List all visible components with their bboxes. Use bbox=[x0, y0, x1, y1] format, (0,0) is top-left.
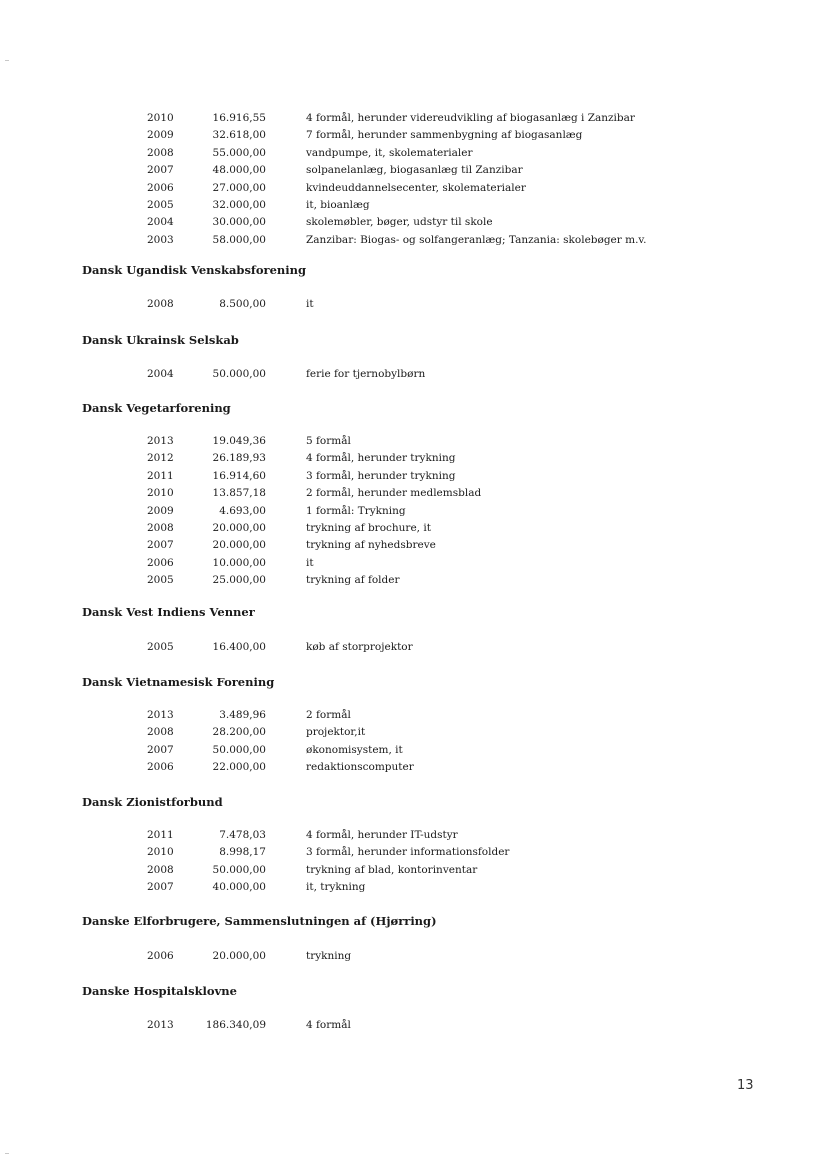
grant-purpose: skolemøbler, bøger, udstyr til skole bbox=[306, 216, 493, 229]
grant-row bbox=[0, 197, 825, 214]
grant-purpose: 3 formål, herunder informationsfolder bbox=[306, 846, 510, 859]
grant-row bbox=[0, 232, 825, 249]
grant-year: 2005 bbox=[147, 574, 174, 587]
grant-purpose: it bbox=[306, 556, 314, 569]
grant-purpose: 4 formål, herunder IT-udstyr bbox=[306, 829, 458, 841]
grant-purpose: kvindeuddannelsecenter, skolematerialer bbox=[306, 181, 526, 194]
grant-purpose: trykning af folder bbox=[306, 574, 400, 587]
grant-year: 2008 bbox=[147, 726, 174, 739]
grant-purpose: ferie for tjernobylbørn bbox=[306, 368, 426, 380]
grant-amount: 16.400,00 bbox=[212, 641, 266, 653]
grant-year: 2010 bbox=[147, 487, 174, 500]
grant-purpose: projektor,it bbox=[306, 726, 366, 739]
grant-row bbox=[0, 639, 825, 656]
grant-row bbox=[0, 844, 825, 861]
grant-amount: 3.489,96 bbox=[219, 709, 266, 721]
grant-amount: 50.000,00 bbox=[212, 743, 266, 756]
grant-amount: 27.000,00 bbox=[212, 181, 266, 194]
grant-purpose: 4 formål bbox=[306, 1019, 351, 1031]
grant-amount: 50.000,00 bbox=[212, 863, 266, 876]
grant-row bbox=[0, 1017, 825, 1034]
grant-purpose: redaktionscomputer bbox=[306, 761, 414, 774]
grant-year: 2010 bbox=[147, 112, 174, 124]
grant-purpose: it, trykning bbox=[306, 881, 366, 894]
grant-purpose: it, bioanlæg bbox=[306, 199, 370, 211]
grant-purpose: trykning af brochure, it bbox=[306, 522, 431, 534]
grant-year: 2006 bbox=[147, 761, 174, 774]
grant-amount: 16.914,60 bbox=[212, 469, 266, 482]
grant-row bbox=[0, 503, 825, 520]
grant-year: 2012 bbox=[147, 452, 174, 465]
grant-amount: 20.000,00 bbox=[212, 522, 266, 534]
grant-year: 2013 bbox=[147, 709, 174, 721]
grant-amount: 32.000,00 bbox=[212, 199, 266, 211]
grant-row bbox=[0, 537, 825, 554]
grant-year: 2009 bbox=[147, 129, 174, 142]
grant-purpose: 2 formål bbox=[306, 709, 351, 721]
grant-purpose: trykning af blad, kontorinventar bbox=[306, 863, 478, 876]
scan-margin-mark bbox=[5, 1153, 9, 1154]
grant-year: 2013 bbox=[147, 1019, 174, 1031]
grant-amount: 8.998,17 bbox=[219, 846, 266, 859]
grant-amount: 13.857,18 bbox=[212, 487, 266, 500]
grant-year: 2007 bbox=[147, 539, 174, 552]
grant-year: 2008 bbox=[147, 522, 174, 534]
grant-row bbox=[0, 296, 825, 313]
grant-amount: 22.000,00 bbox=[212, 761, 266, 774]
grant-year: 2008 bbox=[147, 298, 174, 310]
grant-amount: 55.000,00 bbox=[212, 146, 266, 159]
organization-heading: Dansk Ukrainsk Selskab bbox=[82, 333, 239, 347]
grant-purpose: it bbox=[306, 298, 314, 310]
grant-year: 2006 bbox=[147, 181, 174, 194]
grant-purpose: 4 formål, herunder videreudvikling af biogasanlæg i Zanzibar bbox=[306, 112, 635, 124]
grant-row bbox=[0, 555, 825, 572]
grant-row bbox=[0, 214, 825, 231]
grant-row bbox=[0, 110, 825, 127]
grant-row bbox=[0, 433, 825, 450]
grant-row bbox=[0, 707, 825, 724]
grant-purpose: 2 formål, herunder medlemsblad bbox=[306, 487, 482, 500]
grant-row bbox=[0, 742, 825, 759]
grant-purpose: køb af storprojektor bbox=[306, 641, 413, 653]
grant-row bbox=[0, 366, 825, 383]
grant-purpose: 5 formål bbox=[306, 435, 351, 447]
grant-amount: 8.500,00 bbox=[219, 298, 266, 310]
grant-row bbox=[0, 180, 825, 197]
grant-row bbox=[0, 724, 825, 741]
grant-amount: 28.200,00 bbox=[212, 726, 266, 739]
grant-year: 2005 bbox=[147, 199, 174, 211]
grant-year: 2013 bbox=[147, 435, 174, 447]
grant-amount: 7.478,03 bbox=[219, 829, 266, 841]
grant-purpose: solpanelanlæg, biogasanlæg til Zanzibar bbox=[306, 164, 523, 177]
organization-heading: Dansk Vietnamesisk Forening bbox=[82, 675, 275, 689]
grant-amount: 32.618,00 bbox=[212, 129, 266, 142]
organization-heading: Dansk Zionistforbund bbox=[82, 795, 223, 809]
grant-purpose: 7 formål, herunder sammenbygning af biogasanlæg bbox=[306, 129, 583, 142]
grant-year: 2006 bbox=[147, 950, 174, 962]
grant-purpose: 1 formål: Trykning bbox=[306, 504, 406, 517]
grant-row bbox=[0, 862, 825, 879]
grant-amount: 19.049,36 bbox=[212, 435, 266, 447]
grant-year: 2011 bbox=[147, 829, 174, 841]
grant-year: 2006 bbox=[147, 556, 174, 569]
grant-amount: 30.000,00 bbox=[212, 216, 266, 229]
scan-margin-mark bbox=[5, 60, 9, 61]
organization-heading: Dansk Ugandisk Venskabsforening bbox=[82, 263, 307, 277]
grant-row bbox=[0, 520, 825, 537]
page-number: 13 bbox=[737, 1078, 754, 1093]
grant-year: 2007 bbox=[147, 881, 174, 894]
grant-amount: 25.000,00 bbox=[212, 574, 266, 587]
grant-purpose: 3 formål, herunder trykning bbox=[306, 469, 456, 482]
grant-purpose: trykning bbox=[306, 950, 352, 962]
organization-heading: Danske Elforbrugere, Sammenslutningen af (Hjørring) bbox=[82, 914, 437, 928]
grant-amount: 4.693,00 bbox=[219, 504, 266, 517]
grant-row bbox=[0, 827, 825, 844]
grant-row bbox=[0, 485, 825, 502]
grant-year: 2011 bbox=[147, 469, 174, 482]
grant-year: 2004 bbox=[147, 368, 174, 380]
grant-row bbox=[0, 468, 825, 485]
grant-year: 2005 bbox=[147, 641, 174, 653]
grant-row bbox=[0, 450, 825, 467]
grant-year: 2009 bbox=[147, 504, 174, 517]
grant-purpose: 4 formål, herunder trykning bbox=[306, 452, 456, 465]
organization-heading: Dansk Vest Indiens Venner bbox=[82, 605, 255, 619]
grant-purpose: økonomisystem, it bbox=[306, 743, 403, 756]
grant-row bbox=[0, 948, 825, 965]
grant-year: 2007 bbox=[147, 164, 174, 177]
grant-row bbox=[0, 162, 825, 179]
grant-year: 2008 bbox=[147, 863, 174, 876]
grant-purpose: Zanzibar: Biogas- og solfangeranlæg; Tanzania: skolebøger m.v. bbox=[306, 233, 647, 246]
grant-year: 2008 bbox=[147, 146, 174, 159]
organization-heading: Danske Hospitalsklovne bbox=[82, 984, 237, 998]
grant-row bbox=[0, 879, 825, 896]
grant-year: 2004 bbox=[147, 216, 174, 229]
grant-amount: 40.000,00 bbox=[212, 881, 266, 894]
grant-amount: 50.000,00 bbox=[212, 368, 266, 380]
grant-amount: 16.916,55 bbox=[212, 112, 266, 124]
grant-row bbox=[0, 145, 825, 162]
grant-year: 2010 bbox=[147, 846, 174, 859]
grant-amount: 10.000,00 bbox=[212, 556, 266, 569]
grant-amount: 20.000,00 bbox=[212, 539, 266, 552]
grant-amount: 26.189,93 bbox=[212, 452, 266, 465]
grant-year: 2003 bbox=[147, 233, 174, 246]
grant-purpose: trykning af nyhedsbreve bbox=[306, 539, 436, 552]
grant-amount: 58.000,00 bbox=[212, 233, 266, 246]
grant-amount: 48.000,00 bbox=[212, 164, 266, 177]
organization-heading: Dansk Vegetarforening bbox=[82, 401, 231, 415]
grant-amount: 20.000,00 bbox=[212, 950, 266, 962]
grant-amount: 186.340,09 bbox=[205, 1019, 266, 1031]
grant-year: 2007 bbox=[147, 743, 174, 756]
grant-row bbox=[0, 759, 825, 776]
grant-purpose: vandpumpe, it, skolematerialer bbox=[306, 146, 473, 159]
grant-row bbox=[0, 127, 825, 144]
grant-row bbox=[0, 572, 825, 589]
